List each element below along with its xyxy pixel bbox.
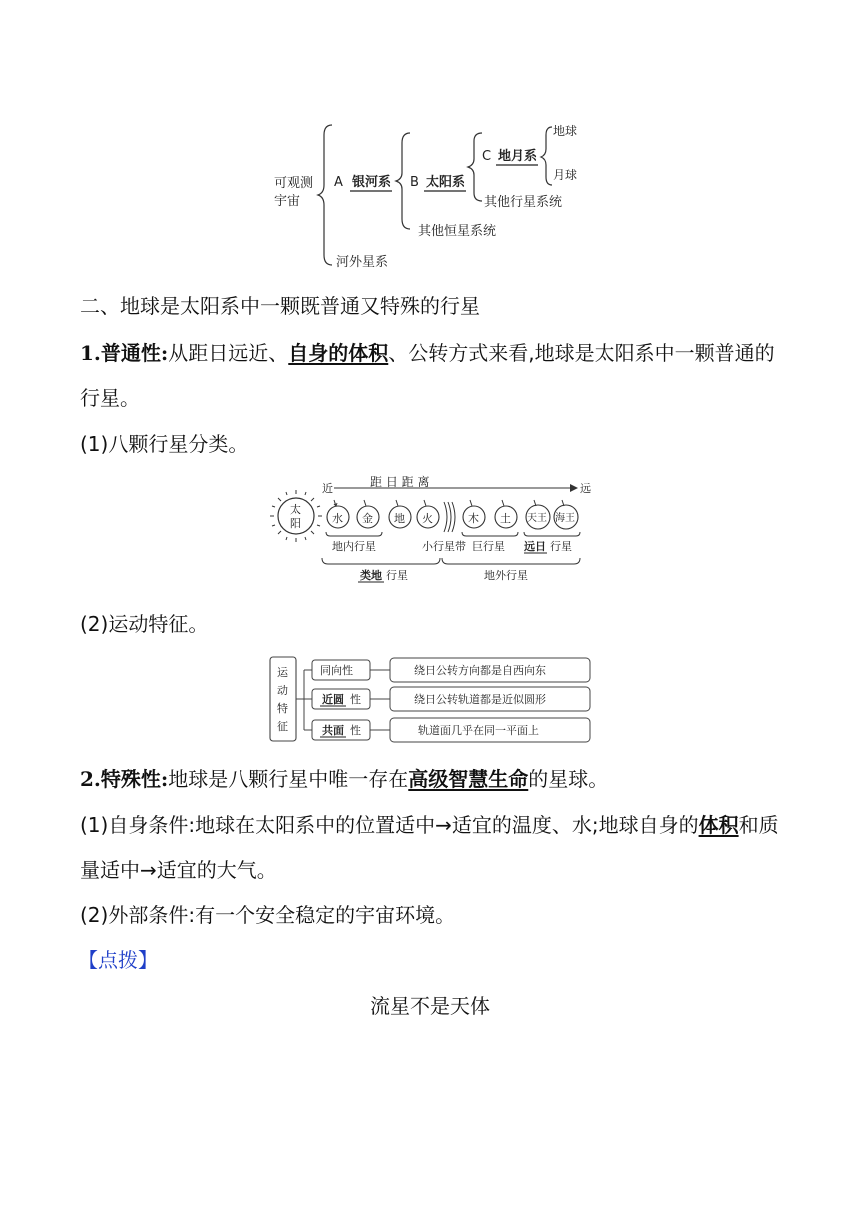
outer-planets-label: 地外行星 xyxy=(484,569,528,582)
paragraph-commonality-cont xyxy=(80,384,140,412)
axis-title: 距 日 距 离 xyxy=(370,475,430,489)
earth-leaf: 地球 xyxy=(553,124,578,138)
planet-uranus xyxy=(526,500,550,529)
paragraph-self-conditions-cont xyxy=(80,856,277,884)
earth-moon-term: 地月系 xyxy=(498,149,538,164)
row1-desc: 绕日公转方向都是自西向东 xyxy=(414,664,546,677)
self-conditions-c: 量适中→适宜的大气。 xyxy=(80,858,277,882)
other-planet-systems: 其他行星系统 xyxy=(484,195,563,210)
commonality-key: 自身的体积 xyxy=(288,341,389,365)
brace-milky-way xyxy=(396,133,410,229)
self-conditions-a: (1)自身条件:地球在太阳系中的位置适中→适宜的温度、水;地球自身的 xyxy=(80,813,699,837)
giant-planets-label: 巨行星 xyxy=(472,540,505,553)
other-galaxies: 河外星系 xyxy=(336,255,389,270)
motion-side-1: 运 xyxy=(277,666,288,679)
terrestrial-suffix: 行星 xyxy=(386,569,408,582)
asteroid-belt-arcs xyxy=(444,502,455,532)
planet-neptune xyxy=(554,500,578,529)
sub-motion-text: (2)运动特征。 xyxy=(80,612,209,636)
center-title xyxy=(0,992,860,1020)
sub-classification xyxy=(80,430,248,458)
bracket-far xyxy=(524,532,580,536)
commonality-text-b: 、公转方式来看,地球是太阳系中一颗普通的 xyxy=(388,341,775,365)
planet-venus xyxy=(357,500,379,528)
sun-label-1: 太 xyxy=(290,503,301,516)
jupiter-label: 木 xyxy=(468,512,479,525)
planet-classification-diagram xyxy=(262,474,602,590)
bracket-inner xyxy=(326,532,382,536)
moon-leaf: 月球 xyxy=(553,168,578,182)
row3-desc: 轨道面几乎在同一平面上 xyxy=(418,724,539,737)
center-title-text: 流星不是天体 xyxy=(370,994,490,1018)
motion-row-direction xyxy=(304,658,590,682)
brace-universe xyxy=(318,125,332,265)
section-heading xyxy=(80,292,480,320)
solar-system-term: 太阳系 xyxy=(426,175,466,190)
axis-arrow xyxy=(570,484,578,492)
bracket-outer xyxy=(442,558,580,564)
self-conditions-b: 和质 xyxy=(738,813,779,837)
paragraph-external-conditions xyxy=(80,901,455,929)
specialty-label: 2.特殊性: xyxy=(80,767,169,791)
planet-mars xyxy=(417,500,439,528)
specialty-text-a: 地球是八颗行星中唯一存在 xyxy=(168,767,409,791)
motion-features-diagram xyxy=(266,654,596,746)
motion-side-2: 动 xyxy=(277,684,288,697)
motion-side-3: 特 xyxy=(277,702,288,715)
other-star-systems: 其他恒星系统 xyxy=(418,224,497,239)
a-letter: A xyxy=(334,175,343,190)
external-conditions-text: (2)外部条件:有一个安全稳定的宇宙环境。 xyxy=(80,903,456,927)
motion-row-circular xyxy=(304,687,590,711)
sub-motion xyxy=(80,610,208,638)
universe-label-2: 宇宙 xyxy=(274,194,301,209)
terrestrial-key: 类地 xyxy=(360,569,382,582)
mercury-label: 水 xyxy=(332,512,343,525)
row1-key: 同向性 xyxy=(320,664,353,677)
mars-label: 火 xyxy=(422,512,433,525)
neptune-label: 海王 xyxy=(555,513,575,524)
axis-far: 远 xyxy=(580,482,591,495)
row2-suffix: 性 xyxy=(350,693,361,706)
universe-hierarchy-diagram xyxy=(260,115,600,275)
planet-jupiter xyxy=(463,500,485,528)
planet-saturn xyxy=(495,500,517,528)
paragraph-specialty xyxy=(80,765,608,793)
far-sun-suffix: 行星 xyxy=(550,540,572,553)
self-conditions-key: 体积 xyxy=(698,813,739,837)
row3-suffix: 性 xyxy=(350,724,361,737)
commonality-text-a: 从距日远近、 xyxy=(168,341,289,365)
specialty-text-b: 的星球。 xyxy=(528,767,609,791)
asteroid-belt-label: 小行星带 xyxy=(422,540,466,553)
sun-label-2: 阳 xyxy=(290,517,301,530)
milky-way-term: 银河系 xyxy=(352,175,392,190)
paragraph-commonality xyxy=(80,339,775,367)
commonality-text-c: 行星。 xyxy=(80,386,140,410)
row2-desc: 绕日公转轨道都是近似圆形 xyxy=(414,693,546,706)
inner-planets-label: 地内行星 xyxy=(332,540,376,553)
tip-text: 【点拨】 xyxy=(78,948,158,972)
row2-key: 近圆 xyxy=(322,693,344,706)
brace-earth-moon xyxy=(541,127,552,185)
section-heading-text: 二、地球是太阳系中一颗既普通又特殊的行星 xyxy=(80,294,480,318)
sun xyxy=(270,490,322,542)
axis-near: 近 xyxy=(322,482,333,495)
earth-label: 地 xyxy=(394,512,405,525)
planet-mercury xyxy=(327,500,349,528)
motion-side-4: 征 xyxy=(277,720,288,733)
b-letter: B xyxy=(410,175,419,190)
paragraph-self-conditions xyxy=(80,811,779,839)
saturn-label: 土 xyxy=(500,512,511,525)
commonality-label: 1.普通性: xyxy=(80,341,169,365)
bracket-giant xyxy=(462,532,518,536)
tip-heading xyxy=(78,946,158,974)
venus-label: 金 xyxy=(362,512,373,525)
universe-label-1: 可观测 xyxy=(274,176,314,191)
motion-row-coplanar xyxy=(304,718,590,742)
brace-solar-system xyxy=(468,133,482,201)
bracket-terrestrial xyxy=(322,558,440,564)
c-letter: C xyxy=(482,149,492,164)
row3-key: 共面 xyxy=(322,724,344,737)
sub-classification-text: (1)八颗行星分类。 xyxy=(80,432,249,456)
specialty-key: 高级智慧生命 xyxy=(408,767,529,791)
far-sun-key: 远日 xyxy=(524,540,546,553)
uranus-label: 天王 xyxy=(527,513,547,524)
planet-earth xyxy=(389,500,411,528)
